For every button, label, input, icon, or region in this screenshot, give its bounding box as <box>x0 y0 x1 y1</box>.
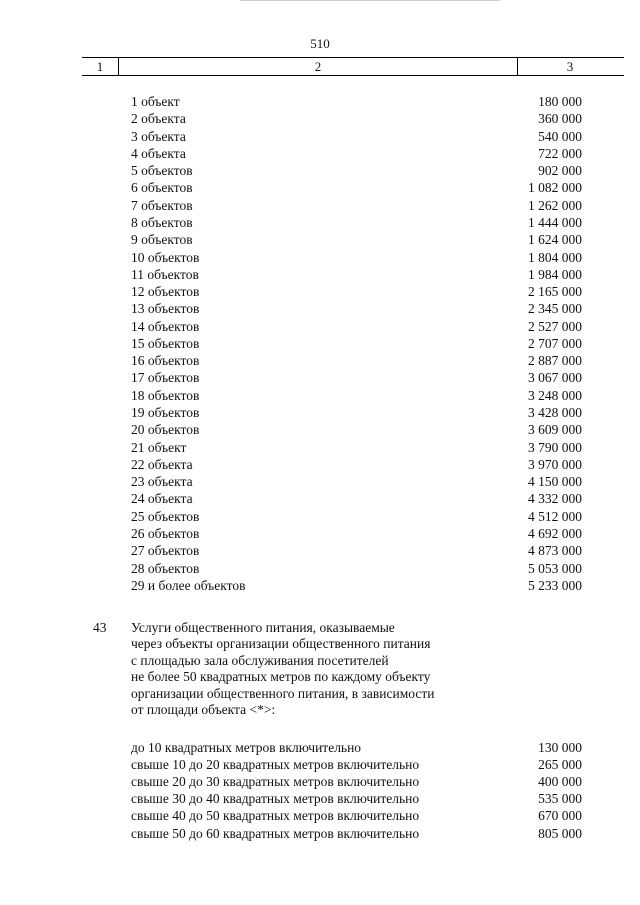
table-row <box>0 825 640 842</box>
row-value: 1 262 000 <box>528 197 582 213</box>
row-label: 18 объектов <box>131 387 200 403</box>
row-value: 2 527 000 <box>528 318 582 334</box>
row-label: 1 объект <box>131 94 180 109</box>
row-value: 3 248 000 <box>528 387 582 403</box>
row-value: 535 000 <box>538 791 582 807</box>
row-value: 5 233 000 <box>528 577 582 593</box>
table-row <box>0 335 640 352</box>
row-label: 4 объекта <box>131 145 186 161</box>
row-value: 1 624 000 <box>528 232 582 248</box>
row-value: 3 067 000 <box>528 370 582 386</box>
table-row <box>0 773 640 790</box>
row-label: 3 объекта <box>131 128 186 144</box>
column-header-1: 1 <box>96 59 104 74</box>
table-row <box>0 456 640 473</box>
row-value: 1 984 000 <box>528 266 582 282</box>
table-row <box>0 249 640 266</box>
table-row <box>0 197 640 214</box>
table-row <box>0 387 640 404</box>
row-value: 2 707 000 <box>528 335 582 351</box>
row-label: 14 объектов <box>131 318 200 334</box>
row-label: 17 объектов <box>131 370 200 386</box>
row-value: 180 000 <box>538 94 582 109</box>
row-value: 902 000 <box>538 163 582 179</box>
table-row <box>0 525 640 542</box>
row-value: 1 804 000 <box>528 249 582 265</box>
row-label: свыше 10 до 20 квадратных метров включительно <box>131 757 420 773</box>
table-row <box>0 369 640 386</box>
table-row <box>0 577 640 594</box>
row-value: 4 873 000 <box>528 543 582 559</box>
table-row <box>0 145 640 162</box>
row-label: 19 объектов <box>131 405 200 421</box>
item-number: 43 <box>93 620 107 635</box>
row-label: 10 объектов <box>131 249 200 265</box>
row-label: 26 объектов <box>131 526 200 541</box>
item-description-line: от площади объекта <*>: <box>131 702 276 718</box>
row-label: 29 и более объектов <box>131 577 246 593</box>
row-label: 21 объект <box>131 439 187 455</box>
column-header-3: 3 <box>566 59 574 74</box>
row-value: 5 053 000 <box>528 560 582 576</box>
table-row <box>0 807 640 824</box>
table-row <box>0 300 640 317</box>
row-label: 7 объектов <box>131 197 193 213</box>
row-value: 130 000 <box>538 740 582 755</box>
table-row <box>0 560 640 577</box>
table-row <box>0 266 640 283</box>
row-label: 20 объектов <box>131 422 200 438</box>
row-label: свыше 20 до 30 квадратных метров включительно <box>131 774 420 790</box>
column-header-2: 2 <box>118 58 518 75</box>
row-value: 4 512 000 <box>528 508 582 524</box>
table-row <box>0 93 640 110</box>
table-row <box>0 439 640 456</box>
item-description-line: через объекты организации общественного питания <box>131 636 431 652</box>
row-label: 11 объектов <box>131 266 199 282</box>
row-value: 670 000 <box>538 808 582 824</box>
row-label: свыше 50 до 60 квадратных метров включительно <box>131 825 420 841</box>
row-value: 2 887 000 <box>528 353 582 369</box>
row-label: 5 объектов <box>131 163 193 179</box>
table-row <box>0 283 640 300</box>
row-value: 2 345 000 <box>528 301 582 317</box>
item-description-line: с площадью зала обслуживания посетителей <box>131 652 389 668</box>
row-value: 360 000 <box>538 111 582 127</box>
row-label: 25 объектов <box>131 508 200 524</box>
table-row <box>0 128 640 145</box>
table-row <box>0 756 640 773</box>
row-value: 3 790 000 <box>528 439 582 455</box>
row-label: 24 объекта <box>131 491 193 507</box>
table-row <box>0 739 640 756</box>
row-label: 23 объекта <box>131 474 193 490</box>
table-row <box>0 162 640 179</box>
table-row <box>0 542 640 559</box>
row-label: 13 объектов <box>131 301 200 317</box>
scan-artifact-line <box>240 0 500 1</box>
table-row <box>0 790 640 807</box>
row-label: 2 объекта <box>131 111 186 127</box>
row-label: до 10 квадратных метров включительно <box>131 740 362 755</box>
row-value: 3 428 000 <box>528 405 582 421</box>
table-row <box>0 179 640 196</box>
row-value: 3 609 000 <box>528 422 582 438</box>
column-header-row <box>82 57 624 76</box>
row-label: 12 объектов <box>131 284 200 300</box>
row-value: 3 970 000 <box>528 456 582 472</box>
table-row <box>0 421 640 438</box>
row-value: 4 332 000 <box>528 491 582 507</box>
row-label: свыше 40 до 50 квадратных метров включительно <box>131 808 420 824</box>
row-label: 22 объекта <box>131 456 193 472</box>
row-label: 6 объектов <box>131 180 193 196</box>
row-value: 1 444 000 <box>528 214 582 230</box>
item-description-line: не более 50 квадратных метров по каждому объекту <box>131 669 431 685</box>
table-row <box>0 110 640 127</box>
item-description-line: Услуги общественного питания, оказываемые <box>131 620 395 635</box>
table-row <box>0 318 640 335</box>
row-value: 722 000 <box>538 145 582 161</box>
table-row <box>0 231 640 248</box>
row-label: 28 объектов <box>131 560 200 576</box>
row-value: 805 000 <box>538 825 582 841</box>
row-value: 4 692 000 <box>528 526 582 541</box>
table-row <box>0 352 640 369</box>
row-value: 400 000 <box>538 774 582 790</box>
row-label: 27 объектов <box>131 543 200 559</box>
table-row <box>0 490 640 507</box>
row-value: 540 000 <box>538 128 582 144</box>
row-value: 265 000 <box>538 757 582 773</box>
row-value: 1 082 000 <box>528 180 582 196</box>
row-value: 4 150 000 <box>528 474 582 490</box>
item-description-line: организации общественного питания, в зависимости <box>131 685 435 701</box>
row-label: 8 объектов <box>131 214 193 230</box>
row-label: 15 объектов <box>131 335 200 351</box>
table-row <box>0 473 640 490</box>
row-label: 16 объектов <box>131 353 200 369</box>
table-row <box>0 214 640 231</box>
page-number: 510 <box>310 36 330 51</box>
row-value: 2 165 000 <box>528 284 582 300</box>
item-description <box>131 620 491 718</box>
row-label: свыше 30 до 40 квадратных метров включительно <box>131 791 420 807</box>
table-row <box>0 404 640 421</box>
row-label: 9 объектов <box>131 232 193 248</box>
table-row <box>0 508 640 525</box>
